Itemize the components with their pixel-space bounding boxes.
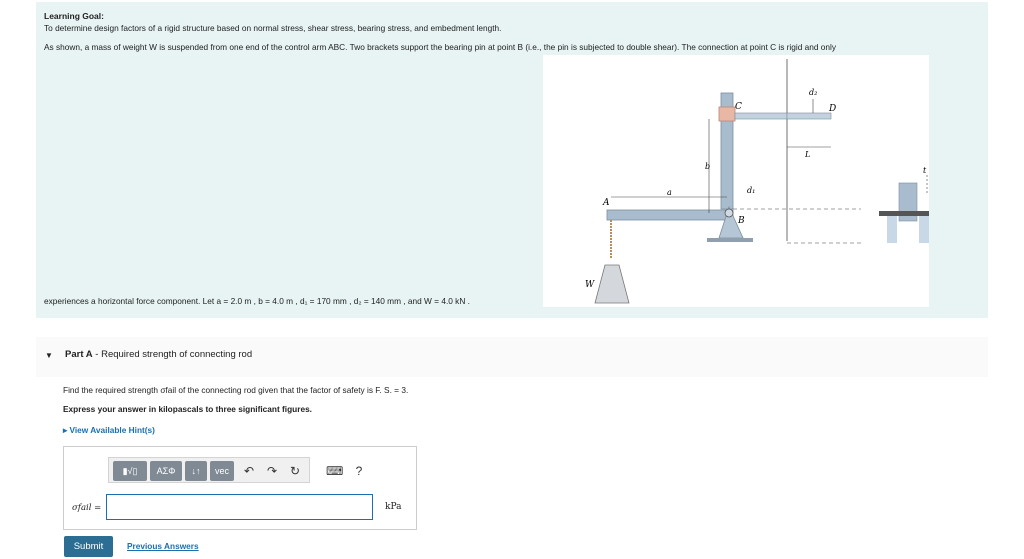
- problem-figure: [543, 55, 929, 307]
- learning-goal-title: Learning Goal:: [44, 11, 104, 21]
- collapse-caret-icon[interactable]: ▼: [45, 351, 53, 360]
- label-b-point: B: [738, 216, 745, 226]
- pin-b: [725, 209, 733, 217]
- control-arm-diagram: [543, 55, 929, 307]
- learning-goal-text: To determine design factors of a rigid structure based on normal stress, shear stress, bearing stress, and embedment length.: [44, 23, 502, 33]
- label-w: W: [585, 280, 595, 290]
- reset-icon[interactable]: ↻: [289, 464, 301, 478]
- previous-answers-link[interactable]: Previous Answers: [127, 541, 199, 551]
- answer-instruction: Express your answer in kilopascals to three significant figures.: [63, 404, 312, 414]
- question-text: Find the required strength σfail of the connecting rod given that the factor of safety is F. S. = 3.: [63, 385, 409, 395]
- undo-icon[interactable]: ↶: [243, 464, 255, 478]
- part-a-header[interactable]: [36, 337, 988, 377]
- part-a-prefix: Part A: [65, 349, 93, 360]
- learning-goal-panel: [36, 2, 988, 318]
- answer-input[interactable]: [106, 494, 373, 520]
- weight-block: [595, 265, 629, 303]
- help-icon[interactable]: ?: [355, 464, 363, 478]
- connecting-rod: [735, 113, 787, 119]
- answer-entry-box: [63, 446, 417, 530]
- problem-statement-line1: As shown, a mass of weight W is suspended from one end of the control arm ABC. Two brackets support the bearing pin at point B (i.e., the pin is subjected to double shear). The connection at point C is rigid and only: [44, 42, 837, 52]
- label-d-point: D: [829, 104, 837, 114]
- math-toolbar: [108, 457, 310, 483]
- variable-label: σfail =: [72, 503, 102, 513]
- keyboard-icon[interactable]: ⌨: [326, 464, 344, 478]
- label-dim-l: L: [805, 150, 811, 159]
- templates-button[interactable]: ▮√▯: [113, 461, 147, 481]
- submit-button[interactable]: Submit: [64, 536, 113, 557]
- part-a-title: [65, 349, 252, 360]
- label-c-point: C: [735, 102, 742, 112]
- view-hints-link[interactable]: ▸ View Available Hint(s): [63, 425, 155, 435]
- label-a-point: A: [603, 198, 610, 208]
- label-dim-d2: d₂: [809, 88, 818, 97]
- bracket-left: [887, 213, 897, 243]
- symbols-button[interactable]: ΑΣΦ: [150, 461, 182, 481]
- arrows-button[interactable]: ↓↑: [185, 461, 207, 481]
- part-a-title-text: - Required strength of connecting rod: [92, 349, 253, 360]
- label-dim-t: t: [923, 166, 927, 175]
- pin-detail: [879, 211, 929, 216]
- bracket-right: [919, 213, 929, 243]
- label-dim-a: a: [667, 188, 672, 197]
- label-dim-d1: d₁: [747, 186, 756, 195]
- base-plate: [707, 238, 753, 242]
- horizontal-arm: [607, 210, 733, 220]
- label-dim-b: b: [705, 162, 711, 171]
- rod-through-wall: [787, 113, 831, 119]
- connector-c: [719, 107, 735, 121]
- vec-button[interactable]: vec: [210, 461, 234, 481]
- unit-label: kPa: [385, 502, 402, 512]
- problem-statement-line2: experiences a horizontal force component. Let a = 2.0 m , b = 4.0 m , d₁ = 170 mm , d₂ = 140 mm , and W = 4.0 kN .: [44, 296, 470, 306]
- redo-icon[interactable]: ↷: [266, 464, 278, 478]
